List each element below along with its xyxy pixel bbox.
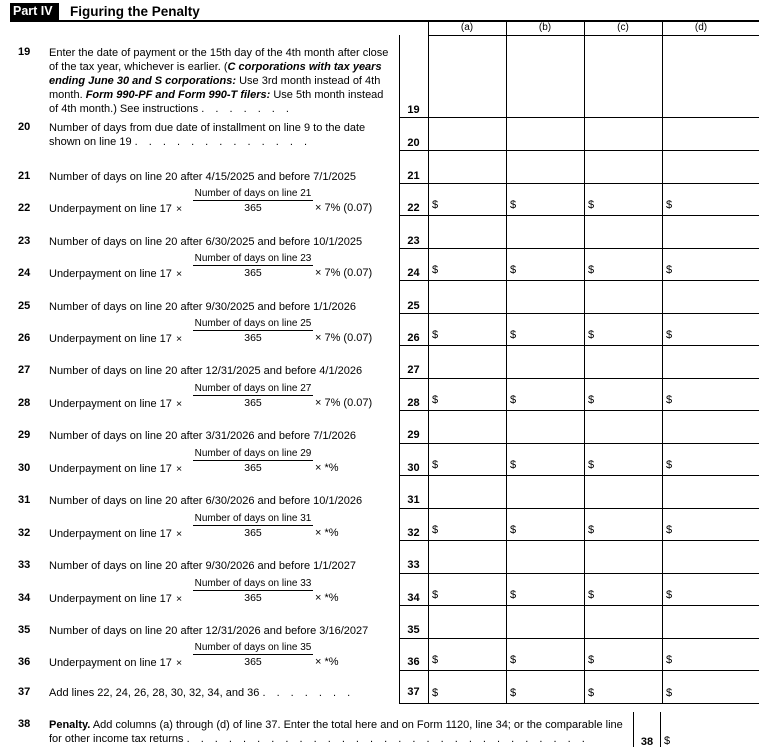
- line-23-col-b-field[interactable]: [507, 216, 583, 247]
- column-header-c: (c): [617, 22, 629, 33]
- line-number: 27: [18, 364, 31, 376]
- line-number: 32: [18, 527, 31, 539]
- line-34-col-c-field[interactable]: [585, 574, 661, 605]
- line-30-col-d-field[interactable]: [663, 444, 739, 475]
- rate-multiplier: × *%: [315, 462, 339, 474]
- line-29-box-number: 29: [407, 429, 420, 441]
- line-23-box-number: 23: [407, 235, 420, 247]
- line-31-text: Number of days on line 20 after 6/30/2026 and before 10/1/2026: [49, 495, 363, 507]
- line-29-col-d-field[interactable]: [663, 411, 739, 442]
- rate-multiplier: × *%: [315, 592, 339, 604]
- line-34-col-d-field[interactable]: [663, 574, 739, 605]
- part-badge: Part IV: [10, 3, 59, 20]
- multiply-sign: ×: [176, 398, 183, 410]
- line-26-col-b-field[interactable]: [507, 314, 583, 345]
- dollar-sign: $: [666, 459, 673, 471]
- line-27-col-d-field[interactable]: [663, 346, 739, 377]
- line-33-col-c-field[interactable]: [585, 541, 661, 572]
- dollar-sign: $: [432, 524, 439, 536]
- dollar-sign: $: [510, 459, 517, 471]
- rate-multiplier: × *%: [315, 527, 339, 539]
- fraction-numerator: Number of days on line 31: [194, 513, 312, 524]
- line-30-label: Underpayment on line 17: [49, 463, 172, 475]
- dollar-sign: $: [588, 687, 595, 699]
- line-number: 23: [18, 235, 31, 247]
- dollar-sign: $: [666, 264, 673, 276]
- dollar-sign: $: [510, 654, 517, 666]
- line-29-col-c-field[interactable]: [585, 411, 661, 442]
- line-26-box-number: 26: [407, 332, 420, 344]
- column-header-d: (d): [694, 22, 708, 33]
- line-37-box-number: 37: [407, 686, 420, 698]
- line-19-col-c-field[interactable]: [585, 37, 661, 117]
- line-36-col-d-field[interactable]: [663, 639, 739, 670]
- fraction-denominator: 365: [244, 267, 262, 279]
- rate-multiplier: × 7% (0.07): [315, 202, 373, 214]
- multiply-sign: ×: [176, 593, 183, 605]
- column-header-rule: [428, 35, 759, 36]
- line-25-col-c-field[interactable]: [585, 281, 661, 312]
- line-26-label: Underpayment on line 17: [49, 333, 172, 345]
- dollar-sign: $: [510, 589, 517, 601]
- dollar-sign: $: [666, 589, 673, 601]
- line-19-box-number: 19: [407, 104, 420, 116]
- line-23-text: Number of days on line 20 after 6/30/2025 and before 10/1/2025: [49, 236, 363, 248]
- fraction-denominator: 365: [244, 462, 262, 474]
- line-28-box-number: 28: [407, 397, 420, 409]
- line-36-box-number: 36: [407, 656, 420, 668]
- dollar-sign: $: [432, 589, 439, 601]
- line-26-col-d-field[interactable]: [663, 314, 739, 345]
- line-29-col-b-field[interactable]: [507, 411, 583, 442]
- line-21-col-a-field[interactable]: [429, 151, 505, 182]
- line-19-col-d-field[interactable]: [663, 37, 739, 117]
- dollar-sign: $: [510, 524, 517, 536]
- multiply-sign: ×: [176, 203, 183, 215]
- line-25-col-a-field[interactable]: [429, 281, 505, 312]
- line-25-text: Number of days on line 20 after 9/30/2025 and before 1/1/2026: [49, 301, 356, 313]
- line-32-col-a-field[interactable]: [429, 509, 505, 540]
- line-38-text: Penalty. Add columns (a) through (d) of line 37. Enter the total here and on Form 1120, line 34; or the comparable line for other income tax returns . . . . . . . . . . . . . . . . . . . . . . . . . . . . .: [49, 719, 623, 745]
- line-33-box-number: 33: [407, 559, 420, 571]
- line-24-label: Underpayment on line 17: [49, 268, 172, 280]
- dollar-sign: $: [666, 394, 673, 406]
- fraction-denominator: 365: [244, 397, 262, 409]
- line-24-col-d-field[interactable]: [663, 249, 739, 280]
- line-37-col-c-field[interactable]: [585, 671, 661, 703]
- part-title: Figuring the Penalty: [70, 4, 200, 19]
- line-32-label: Underpayment on line 17: [49, 528, 172, 540]
- column-header-b: (b): [538, 22, 552, 33]
- line-22-col-b-field[interactable]: [507, 184, 583, 215]
- fraction-numerator: Number of days on line 29: [194, 448, 312, 459]
- line-26-col-c-field[interactable]: [585, 314, 661, 345]
- line-36-col-b-field[interactable]: [507, 639, 583, 670]
- dollar-sign: $: [588, 329, 595, 341]
- dollar-sign: $: [588, 264, 595, 276]
- line-23-col-c-field[interactable]: [585, 216, 661, 247]
- line-27-col-c-field[interactable]: [585, 346, 661, 377]
- fraction-numerator: Number of days on line 35: [194, 642, 312, 653]
- multiply-sign: ×: [176, 463, 183, 475]
- dollar-sign: $: [432, 394, 439, 406]
- line-31-col-a-field[interactable]: [429, 476, 505, 507]
- line-27-col-b-field[interactable]: [507, 346, 583, 377]
- line-22-col-c-field[interactable]: [585, 184, 661, 215]
- line-19-col-b-field[interactable]: [507, 37, 583, 117]
- line-29-text: Number of days on line 20 after 3/31/2026 and before 7/1/2026: [49, 430, 356, 442]
- line-24-col-b-field[interactable]: [507, 249, 583, 280]
- line-number: 25: [18, 300, 31, 312]
- line-number: 35: [18, 624, 31, 636]
- dollar-sign: $: [588, 654, 595, 666]
- fraction-denominator: 365: [244, 592, 262, 604]
- line-25-box-number: 25: [407, 300, 420, 312]
- line-21-box-number: 21: [407, 170, 420, 182]
- line-number: 37: [18, 686, 31, 698]
- line-36-col-a-field[interactable]: [429, 639, 505, 670]
- line-number: 36: [18, 656, 31, 668]
- dollar-sign: $: [432, 264, 439, 276]
- line-number: 24: [18, 267, 31, 279]
- line-36-label: Underpayment on line 17: [49, 657, 172, 669]
- line-33-text: Number of days on line 20 after 9/30/2026 and before 1/1/2027: [49, 560, 356, 572]
- dollar-sign: $: [588, 394, 595, 406]
- dollar-sign: $: [510, 264, 517, 276]
- line-20-col-b-field[interactable]: [507, 118, 583, 150]
- rate-multiplier: × 7% (0.07): [315, 267, 373, 279]
- line-22-col-d-field[interactable]: [663, 184, 739, 215]
- line-33-col-d-field[interactable]: [663, 541, 739, 572]
- dollar-sign: $: [588, 589, 595, 601]
- line-20-col-d-field[interactable]: [663, 118, 739, 150]
- line-36-col-c-field[interactable]: [585, 639, 661, 670]
- line-32-box-number: 32: [407, 527, 420, 539]
- line-29-col-a-field[interactable]: [429, 411, 505, 442]
- line-number: 26: [18, 332, 31, 344]
- fraction-numerator: Number of days on line 33: [194, 578, 312, 589]
- dollar-sign: $: [588, 459, 595, 471]
- line-31-box-number: 31: [407, 494, 420, 506]
- multiply-sign: ×: [176, 268, 183, 280]
- dollar-sign: $: [432, 199, 439, 211]
- line-35-text: Number of days on line 20 after 12/31/2026 and before 3/16/2027: [49, 625, 369, 637]
- multiply-sign: ×: [176, 657, 183, 669]
- line-27-col-a-field[interactable]: [429, 346, 505, 377]
- line-21-text: Number of days on line 20 after 4/15/2025 and before 7/1/2025: [49, 171, 356, 183]
- line-22-col-a-field[interactable]: [429, 184, 505, 215]
- line-35-col-d-field[interactable]: [663, 606, 739, 637]
- line-30-col-c-field[interactable]: [585, 444, 661, 475]
- fraction-numerator: Number of days on line 23: [194, 253, 312, 264]
- line-34-box-number: 34: [407, 592, 420, 604]
- line-33-col-b-field[interactable]: [507, 541, 583, 572]
- dollar-sign: $: [432, 459, 439, 471]
- fraction-numerator: Number of days on line 27: [194, 383, 312, 394]
- line-32-col-b-field[interactable]: [507, 509, 583, 540]
- fraction-denominator: 365: [244, 656, 262, 668]
- line-32-col-c-field[interactable]: [585, 509, 661, 540]
- dollar-sign: $: [588, 524, 595, 536]
- dollar-sign: $: [666, 687, 673, 699]
- multiply-sign: ×: [176, 333, 183, 345]
- line-number: 33: [18, 559, 31, 571]
- fraction-denominator: 365: [244, 202, 262, 214]
- rate-multiplier: × 7% (0.07): [315, 332, 373, 344]
- line-37-col-a-field[interactable]: [429, 671, 505, 703]
- line-34-col-a-field[interactable]: [429, 574, 505, 605]
- line-28-col-a-field[interactable]: [429, 379, 505, 410]
- line-number: 22: [18, 202, 31, 214]
- line-35-box-number: 35: [407, 624, 420, 636]
- line-number: 21: [18, 170, 31, 182]
- line-38-total-field[interactable]: [668, 735, 756, 747]
- line-30-col-a-field[interactable]: [429, 444, 505, 475]
- line-24-col-c-field[interactable]: [585, 249, 661, 280]
- line-number: 30: [18, 462, 31, 474]
- dollar-sign: $: [666, 654, 673, 666]
- line-20-col-c-field[interactable]: [585, 118, 661, 150]
- line-23-col-a-field[interactable]: [429, 216, 505, 247]
- line-19-text: Enter the date of payment or the 15th day of the 4th month after close of the tax year, whichever is earlier. (C corporations with tax years ending June 30 and S corporations: Use 3rd month instead of 4th month. Form 990-PF and Form 990-T filers: Use 5th month instead of 4th month.) See instructions . . . . . . .: [49, 47, 389, 115]
- line-34-col-b-field[interactable]: [507, 574, 583, 605]
- line-31-col-d-field[interactable]: [663, 476, 739, 507]
- line-30-col-b-field[interactable]: [507, 444, 583, 475]
- line-26-col-a-field[interactable]: [429, 314, 505, 345]
- dollar-sign: $: [666, 199, 673, 211]
- line-35-col-a-field[interactable]: [429, 606, 505, 637]
- line-31-col-b-field[interactable]: [507, 476, 583, 507]
- line-34-label: Underpayment on line 17: [49, 593, 172, 605]
- fraction-numerator: Number of days on line 21: [194, 188, 312, 199]
- dollar-sign: $: [432, 654, 439, 666]
- line-38-box-number: 38: [640, 736, 654, 747]
- line-22-label: Underpayment on line 17: [49, 203, 172, 215]
- dollar-sign: $: [432, 687, 439, 699]
- line-22-box-number: 22: [407, 202, 420, 214]
- line-number: 29: [18, 429, 31, 441]
- line-21-col-d-field[interactable]: [663, 151, 739, 182]
- fraction-denominator: 365: [244, 527, 262, 539]
- line-25-col-b-field[interactable]: [507, 281, 583, 312]
- line-24-box-number: 24: [407, 267, 420, 279]
- line-28-col-c-field[interactable]: [585, 379, 661, 410]
- line-37-col-b-field[interactable]: [507, 671, 583, 703]
- line-28-col-b-field[interactable]: [507, 379, 583, 410]
- line-number: 34: [18, 592, 31, 604]
- rate-multiplier: × 7% (0.07): [315, 397, 373, 409]
- line-20-text: Number of days from due date of installment on line 9 to the date shown on line 19 . . . . . . . . . . . . .: [49, 122, 366, 148]
- line-37-col-d-field[interactable]: [663, 671, 739, 703]
- line-28-col-d-field[interactable]: [663, 379, 739, 410]
- line-number: 19: [18, 46, 31, 58]
- line-25-col-d-field[interactable]: [663, 281, 739, 312]
- line-33-col-a-field[interactable]: [429, 541, 505, 572]
- line-21-col-b-field[interactable]: [507, 151, 583, 182]
- fraction-denominator: 365: [244, 332, 262, 344]
- line-27-box-number: 27: [407, 364, 420, 376]
- line-number: 31: [18, 494, 31, 506]
- line-35-col-c-field[interactable]: [585, 606, 661, 637]
- line-28-label: Underpayment on line 17: [49, 398, 172, 410]
- line-38-box-right-rule: [660, 712, 661, 747]
- column-header-a: (a): [460, 22, 474, 33]
- dollar-sign: $: [432, 329, 439, 341]
- dollar-sign: $: [510, 687, 517, 699]
- line-32-col-d-field[interactable]: [663, 509, 739, 540]
- line-27-text: Number of days on line 20 after 12/31/2025 and before 4/1/2026: [49, 365, 363, 377]
- grid-row-rule: [399, 703, 759, 704]
- part-header: [10, 3, 759, 21]
- line-37-text: Add lines 22, 24, 26, 28, 30, 32, 34, and 36 . . . . . . .: [49, 687, 355, 699]
- fraction-numerator: Number of days on line 25: [194, 318, 312, 329]
- line-20-box-number: 20: [407, 137, 420, 149]
- dollar-sign: $: [666, 329, 673, 341]
- rate-multiplier: × *%: [315, 656, 339, 668]
- line-number: 38: [18, 718, 31, 730]
- line-31-col-c-field[interactable]: [585, 476, 661, 507]
- line-number: 28: [18, 397, 31, 409]
- dollar-sign: $: [588, 199, 595, 211]
- line-38-box-left-rule: [633, 712, 634, 747]
- line-20-col-a-field[interactable]: [429, 118, 505, 150]
- dollar-sign: $: [510, 199, 517, 211]
- line-24-col-a-field[interactable]: [429, 249, 505, 280]
- line-35-col-b-field[interactable]: [507, 606, 583, 637]
- dollar-sign: $: [666, 524, 673, 536]
- line-30-box-number: 30: [407, 462, 420, 474]
- dollar-sign: $: [510, 329, 517, 341]
- line-38-dollar: $: [664, 735, 671, 747]
- line-23-col-d-field[interactable]: [663, 216, 739, 247]
- line-19-col-a-field[interactable]: [429, 37, 505, 117]
- multiply-sign: ×: [176, 528, 183, 540]
- line-number: 20: [18, 121, 31, 133]
- dollar-sign: $: [510, 394, 517, 406]
- line-21-col-c-field[interactable]: [585, 151, 661, 182]
